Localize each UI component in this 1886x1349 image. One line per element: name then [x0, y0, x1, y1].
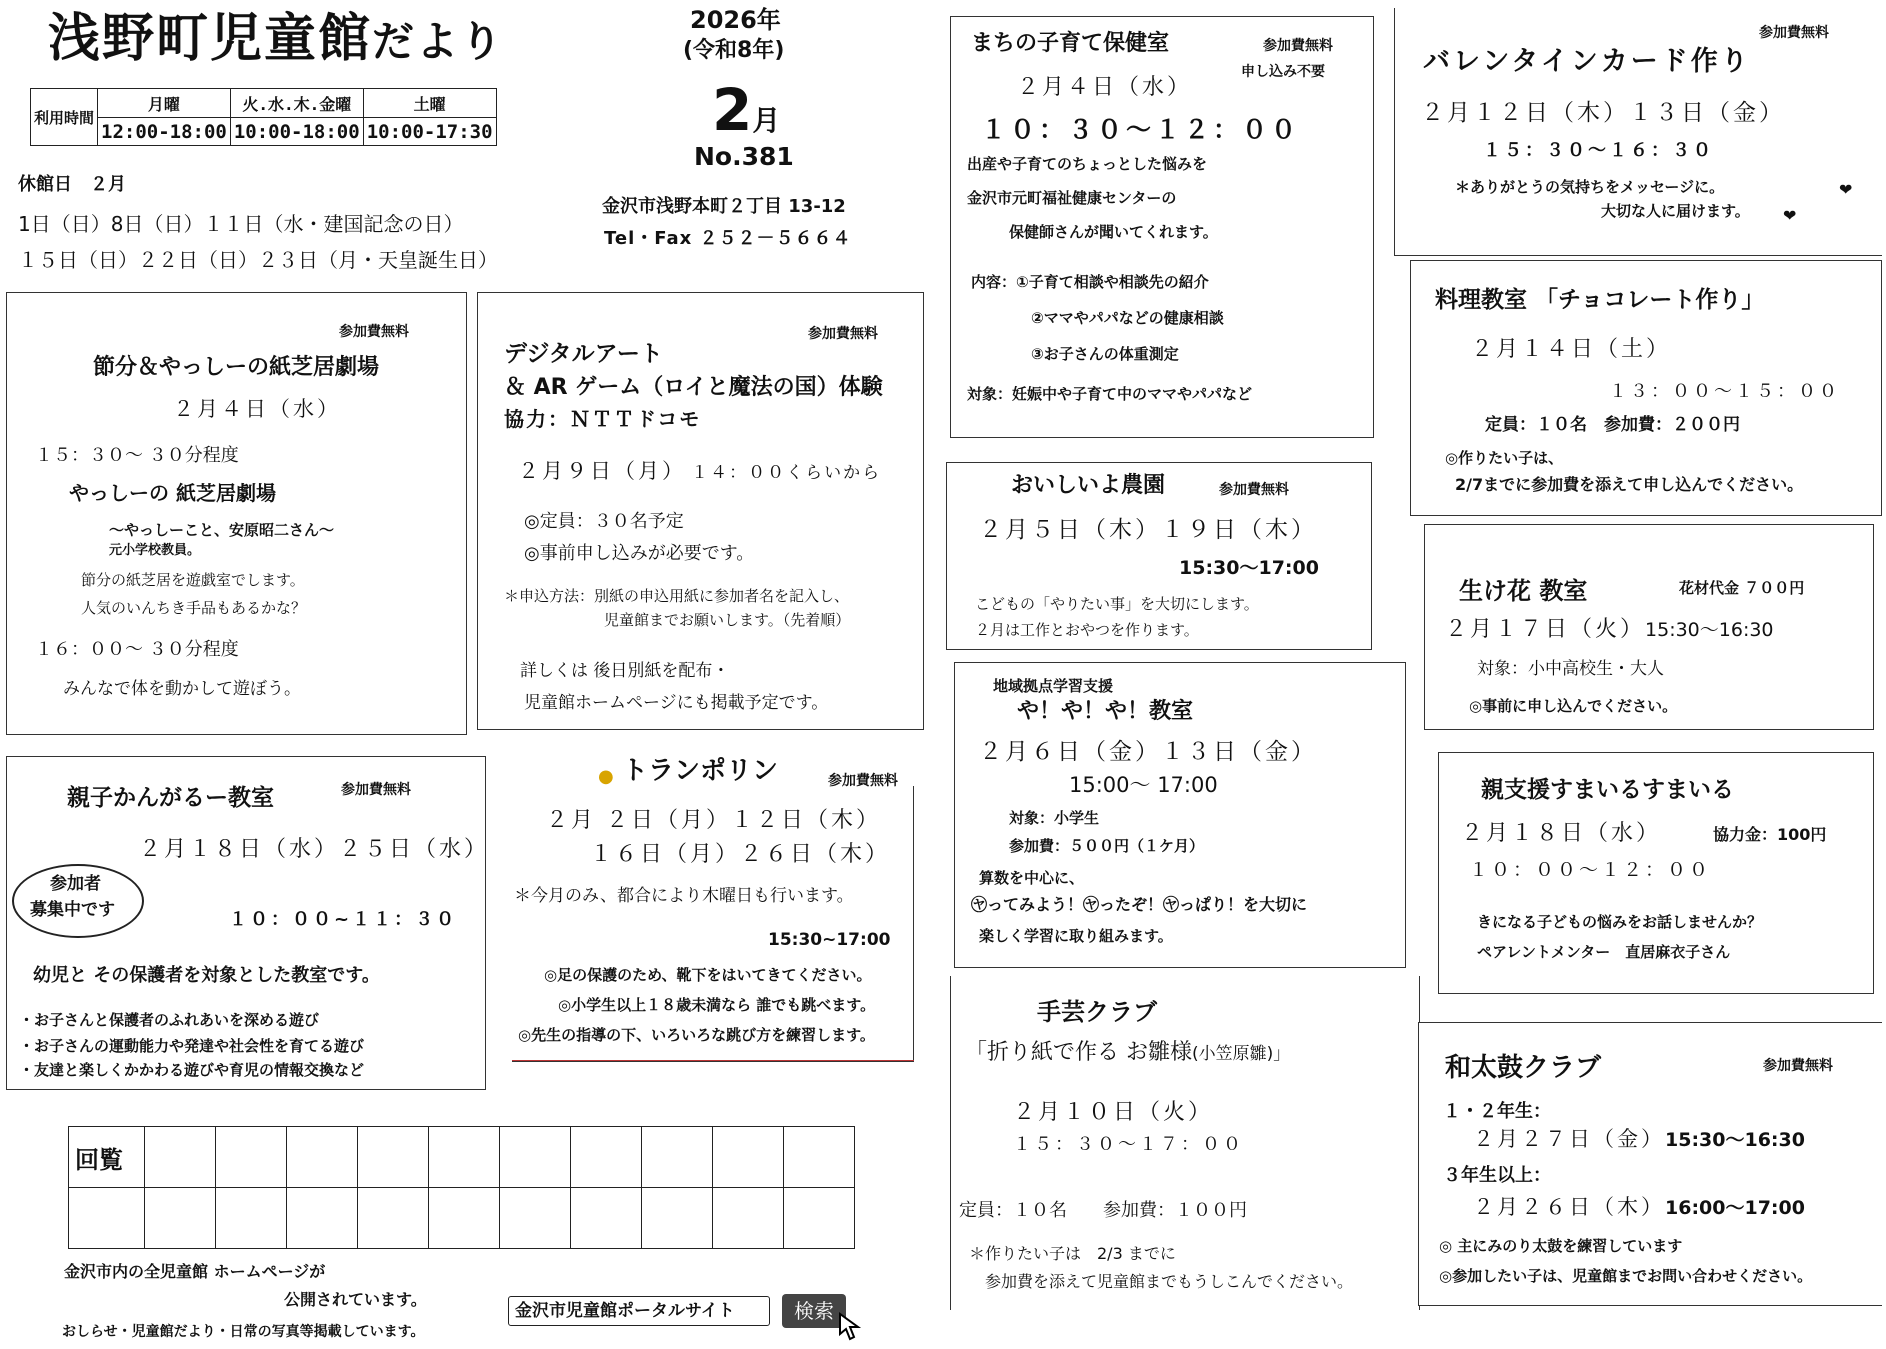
setsubun-title: 節分＆やっしーの紙芝居劇場 [93, 355, 380, 380]
kairan-cell [784, 1188, 855, 1249]
study-title: や！や！や！教室 [1017, 699, 1194, 724]
hours-day-tue-fri: 火.水.木.金曜 [230, 89, 363, 118]
heart-icon: ❤ [1783, 206, 1797, 225]
smile-box [1438, 752, 1874, 994]
digital-method-2: 児童館までお願いします。（先着順） [604, 611, 851, 629]
kangaroo-item-1: ・お子さんと保護者のふれあいを深める遊び [19, 1011, 320, 1029]
kairan-cell [69, 1188, 145, 1249]
taiko-box [1418, 1022, 1882, 1306]
digital-time: １４：００くらいから [691, 463, 882, 483]
farm-desc-2: ２月は工作とおやつを作ります。 [975, 621, 1199, 639]
cooking-title: 料理教室 「チョコレート作り」 [1435, 287, 1765, 313]
kairan-cell [145, 1127, 216, 1188]
farm-date: ２月５日（木）１９日（木） [979, 517, 1317, 543]
trampoline-time: 15:30~17:00 [768, 930, 891, 950]
digital-fee: 参加費無料 [808, 326, 878, 342]
cooking-note-1: ◎作りたい子は、 [1445, 449, 1564, 467]
search-button[interactable] [782, 1294, 846, 1328]
trampoline-underline [512, 1060, 914, 1061]
kairan-cell [358, 1127, 429, 1188]
trampoline-rule-2: ◎小学生以上１８歳未満なら 誰でも跳べます。 [558, 996, 876, 1014]
tel-fax: Tel・Fax ２５２－５６６４ [604, 228, 852, 249]
ikebana-box [1424, 524, 1874, 730]
craft-note-1: ＊作りたい子は 2/3 までに [969, 1244, 1176, 1263]
issue-number: No.381 [694, 142, 794, 171]
portal-search-box[interactable] [508, 1296, 770, 1326]
taiko-fee: 参加費無料 [1763, 1058, 1833, 1074]
setsubun-time-2: １６：００～ ３０分程度 [35, 639, 239, 660]
study-fee: 参加費：５００円（１ケ月） [1009, 837, 1205, 855]
setsubun-desc-1: 節分の紙芝居を遊戯室でします。 [81, 571, 305, 589]
kairan-cell [216, 1188, 287, 1249]
hours-time-mon: 12:00-18:00 [98, 118, 231, 146]
valentine-fee: 参加費無料 [1759, 25, 1829, 41]
kairan-cell [642, 1127, 713, 1188]
smile-desc-2: ペアレントメンター 直居麻衣子さん [1477, 943, 1731, 961]
health-content-1: 内容：①子育て相談や相談先の紹介 [971, 273, 1209, 291]
craft-subtitle [965, 1040, 1290, 1066]
kairan-cell [500, 1127, 571, 1188]
taiko-date-2: ２月２６日（木） [1473, 1195, 1665, 1219]
digital-method-1: ＊申込方法：別紙の申込用紙に参加者名を記入し、 [504, 587, 850, 605]
farm-box [946, 462, 1372, 650]
cooking-capacity-fee: 定員：１０名 参加費：２００円 [1485, 415, 1740, 435]
health-desc-2: 金沢市元町福祉健康センターの [967, 189, 1177, 207]
digital-date [518, 459, 881, 484]
health-date: ２月４日（水） [1017, 75, 1193, 100]
trampoline-rule-3: ◎先生の指導の下、いろいろな跳び方を練習します。 [518, 1026, 875, 1044]
cooking-note-2: 2/7までに参加費を添えて申し込んでください。 [1455, 475, 1804, 494]
study-desc-2: ㋳ってみよう！㋳ったぞ！㋳っぱり！を大切に [971, 895, 1308, 914]
kairan-cell [784, 1127, 855, 1188]
month-number: 2 [712, 76, 753, 144]
ikebana-date [1445, 617, 1774, 643]
kairan-cell [429, 1188, 500, 1249]
digital-reserve: ◎事前申し込みが必要です。 [524, 543, 755, 564]
kairan-cell [713, 1188, 784, 1249]
craft-time: １５：３０～１７：００ [1013, 1134, 1244, 1155]
valentine-title: バレンタインカード作り [1423, 46, 1751, 77]
setsubun-presenter-note: 元小学校教員。 [109, 543, 201, 558]
year: 2026年 [690, 6, 781, 34]
farm-time: 15:30～17:00 [1179, 557, 1319, 579]
ikebana-note: ◎事前に申し込んでください。 [1469, 697, 1678, 715]
smile-time: １０：００～１２：００ [1469, 859, 1712, 881]
health-target: 対象：妊娠中や子育て中のママやパパなど [967, 385, 1253, 403]
hours-table [30, 88, 497, 146]
health-desc-3: 保健師さんが聞いてくれます。 [1009, 223, 1218, 241]
cooking-date: ２月１４日（土） [1471, 337, 1672, 362]
setsubun-sub-1: やっしーの 紙芝居劇場 [69, 481, 276, 505]
taiko-row-1 [1473, 1127, 1805, 1152]
health-no-apply: 申し込み不要 [1241, 64, 1325, 80]
taiko-date-1: ２月２７日（金） [1473, 1127, 1665, 1151]
hours-time-sat: 10:00-17:30 [363, 118, 496, 146]
kairan-cell [358, 1188, 429, 1249]
cooking-box [1410, 260, 1882, 516]
health-content-2: ②ママやパパなどの健康相談 [1031, 309, 1224, 327]
digital-title-2: ＆ AR ゲーム（ロイと魔法の国）体験 [504, 375, 883, 400]
valentine-time: １５：３０～１６：３０ [1483, 140, 1714, 161]
valentine-desc-1: ＊ありがとうの気持ちをメッセージに。 [1455, 178, 1725, 196]
cooking-time: １３：００～１５：００ [1609, 381, 1840, 402]
craft-date: ２月１０日（火） [1013, 1100, 1214, 1125]
setsubun-desc-2: 人気のいんちき手品もあるかな？ [81, 599, 307, 617]
trampoline-fee: 参加費無料 [828, 773, 898, 789]
craft-box [950, 976, 1420, 1310]
kangaroo-item-3: ・友達と楽しくかかわる遊びや育児の情報交換など [19, 1061, 365, 1079]
kairan-cell [571, 1127, 642, 1188]
title-suffix: だより [372, 17, 505, 66]
setsubun-desc-3: みんなで体を動かして遊ぼう。 [63, 679, 301, 699]
setsubun-box [6, 292, 467, 735]
study-target: 対象：小学生 [1009, 809, 1100, 827]
kairan-cell [287, 1188, 358, 1249]
valentine-box [1394, 8, 1882, 256]
kairan-cell [429, 1127, 500, 1188]
smile-desc-1: きになる子どもの悩みをお話しませんか？ [1477, 913, 1763, 931]
taiko-time-1: 15:30～16:30 [1665, 1129, 1805, 1151]
chick-icon: ● [598, 766, 614, 787]
month [712, 76, 780, 146]
digital-detail-1: 詳しくは 後日別紙を配布・ [520, 661, 730, 681]
study-date: ２月６日（金）１３日（金） [979, 739, 1317, 765]
taiko-grade-2: ３年生以上： [1443, 1165, 1551, 1186]
hours-day-mon: 月曜 [98, 89, 231, 118]
taiko-time-2: 16:00～17:00 [1665, 1197, 1805, 1219]
health-box [950, 16, 1374, 438]
smile-title: 親支援すまいるすまいる [1481, 777, 1734, 803]
address: 金沢市浅野本町２丁目 13-12 [602, 196, 846, 217]
ikebana-title: 生け花 教室 [1459, 577, 1588, 605]
kairan-table [68, 1126, 855, 1249]
digital-capacity: ◎定員：３０名予定 [524, 511, 684, 532]
kairan-cell [713, 1127, 784, 1188]
study-desc-3: 楽しく学習に取り組みます。 [979, 927, 1173, 945]
kangaroo-title: 親子かんがるー教室 [67, 785, 274, 811]
homepage-line-2: 公開されています。 [284, 1290, 427, 1309]
kairan-cell [287, 1127, 358, 1188]
study-support: 地域拠点学習支援 [993, 677, 1114, 695]
bubble-line-1: 参加者 [50, 874, 101, 894]
study-box [954, 662, 1406, 968]
taiko-note-1: ◎ 主にみのり太鼓を練習しています [1439, 1237, 1683, 1255]
taiko-grade-1: １・２年生： [1443, 1101, 1551, 1122]
farm-title: おいしいよ農園 [1011, 473, 1166, 498]
portal-search-text: 金沢市児童館ポータルサイト [515, 1301, 735, 1321]
kangaroo-date: ２月１８日（水）２５日（水） [139, 837, 490, 862]
kangaroo-item-2: ・お子さんの運動能力や発達や社会性を育てる遊び [19, 1037, 365, 1055]
setsubun-presenter: ～やっしーこと、安原昭二さん～ [109, 521, 335, 539]
smile-fee: 協力金：100円 [1713, 825, 1827, 844]
taiko-row-2 [1473, 1195, 1805, 1220]
setsubun-fee: 参加費無料 [339, 324, 409, 340]
kangaroo-fee: 参加費無料 [341, 782, 411, 798]
health-time: １０：３０～１２：００ [981, 115, 1301, 144]
month-char: 月 [752, 104, 781, 137]
bubble-line-2: 募集中です [30, 900, 115, 920]
craft-subtitle-main: 「折り紙で作る お雛様 [965, 1040, 1192, 1065]
cursor-icon [838, 1312, 866, 1342]
title-main: 浅野町児童館 [48, 9, 373, 69]
kairan-cell [500, 1188, 571, 1249]
trampoline-note: ＊今月のみ、都合により木曜日も行います。 [514, 886, 854, 906]
kairan-cell [571, 1188, 642, 1249]
search-button-label: 検索 [794, 1299, 834, 1323]
hours-label: 利用時間 [31, 89, 98, 146]
digital-partner: 協力：ＮＴＴドコモ [504, 407, 702, 431]
kairan-cell [642, 1188, 713, 1249]
kangaroo-desc: 幼児と その保護者を対象とした教室です。 [33, 965, 380, 986]
ikebana-date-text: ２月１７日（火） [1445, 617, 1646, 642]
study-desc-1: 算数を中心に、 [979, 869, 1085, 887]
smile-date: ２月１８日（水） [1461, 821, 1662, 846]
study-time: 15:00～ 17:00 [1069, 773, 1218, 797]
kairan-cell [216, 1127, 287, 1188]
trampoline-rule-1: ◎足の保護のため、靴下をはいてきてください。 [544, 966, 872, 984]
trampoline-date-2: １６日（月）２６日（木） [590, 842, 891, 867]
closed-heading: 休館日 ２月 [18, 174, 126, 195]
digital-title-1: デジタルアート [504, 341, 663, 367]
valentine-desc-2: 大切な人に届けます。 [1601, 202, 1750, 220]
ikebana-target: 対象：小中高校生・大人 [1477, 659, 1664, 679]
craft-note-2: 参加費を添えて児童館までもうしこんでください。 [985, 1272, 1354, 1291]
setsubun-time-1: １５：３０～ ３０分程度 [35, 445, 239, 466]
kangaroo-time: １０：００~１１：３０ [229, 909, 458, 930]
closed-line-1: 1日（日）8日（日）１１日（水・建国記念の日） [18, 212, 464, 236]
heart-icon: ❤ [1839, 180, 1853, 199]
craft-subtitle-small: (小笠原雛)」 [1192, 1044, 1291, 1064]
ikebana-time: 15:30～16:30 [1645, 619, 1774, 641]
kairan-cell [145, 1188, 216, 1249]
recruiting-bubble [12, 864, 144, 938]
craft-title: 手芸クラブ [1037, 998, 1157, 1026]
setsubun-date: ２月４日（水） [173, 397, 341, 421]
ikebana-fee: 花材代金 ７００円 [1679, 579, 1805, 597]
digital-detail-2: 児童館ホームページにも掲載予定です。 [524, 693, 829, 713]
health-content-3: ③お子さんの体重測定 [1031, 345, 1179, 363]
hours-day-sat: 土曜 [363, 89, 496, 118]
health-title: まちの子育て保健室 [971, 31, 1170, 56]
taiko-note-2: ◎参加したい子は、児童館までお問い合わせください。 [1439, 1267, 1813, 1285]
craft-capacity-fee: 定員：１０名 参加費：１００円 [959, 1200, 1247, 1221]
digital-box [477, 292, 924, 730]
digital-date-text: ２月９日（月） [518, 459, 686, 483]
farm-desc-1: こどもの「やりたい事」を大切にします。 [975, 595, 1259, 613]
farm-fee: 参加費無料 [1219, 482, 1289, 498]
trampoline-title: トランポリン [622, 756, 779, 786]
homepage-line-3: おしらせ・児童館だより・日常の写真等掲載しています。 [62, 1324, 425, 1340]
era: (令和8年) [683, 38, 785, 63]
hours-time-tue-fri: 10:00-18:00 [230, 118, 363, 146]
closed-line-2: １５日（日）２２日（日）２３日（月・天皇誕生日） [18, 248, 498, 272]
homepage-line-1: 金沢市内の全児童館 ホームページが [64, 1262, 326, 1281]
health-desc-1: 出産や子育てのちょっとした悩みを [967, 155, 1208, 173]
trampoline-date-1: ２月 ２日（月）１２日（木） [546, 808, 881, 833]
valentine-date: ２月１２日（木）１３日（金） [1421, 100, 1785, 126]
kairan-text: 回覧 [75, 1145, 123, 1174]
kairan-label [69, 1127, 145, 1188]
taiko-title: 和太鼓クラブ [1445, 1053, 1602, 1083]
health-fee: 参加費無料 [1263, 38, 1333, 54]
newsletter-title [48, 8, 504, 70]
